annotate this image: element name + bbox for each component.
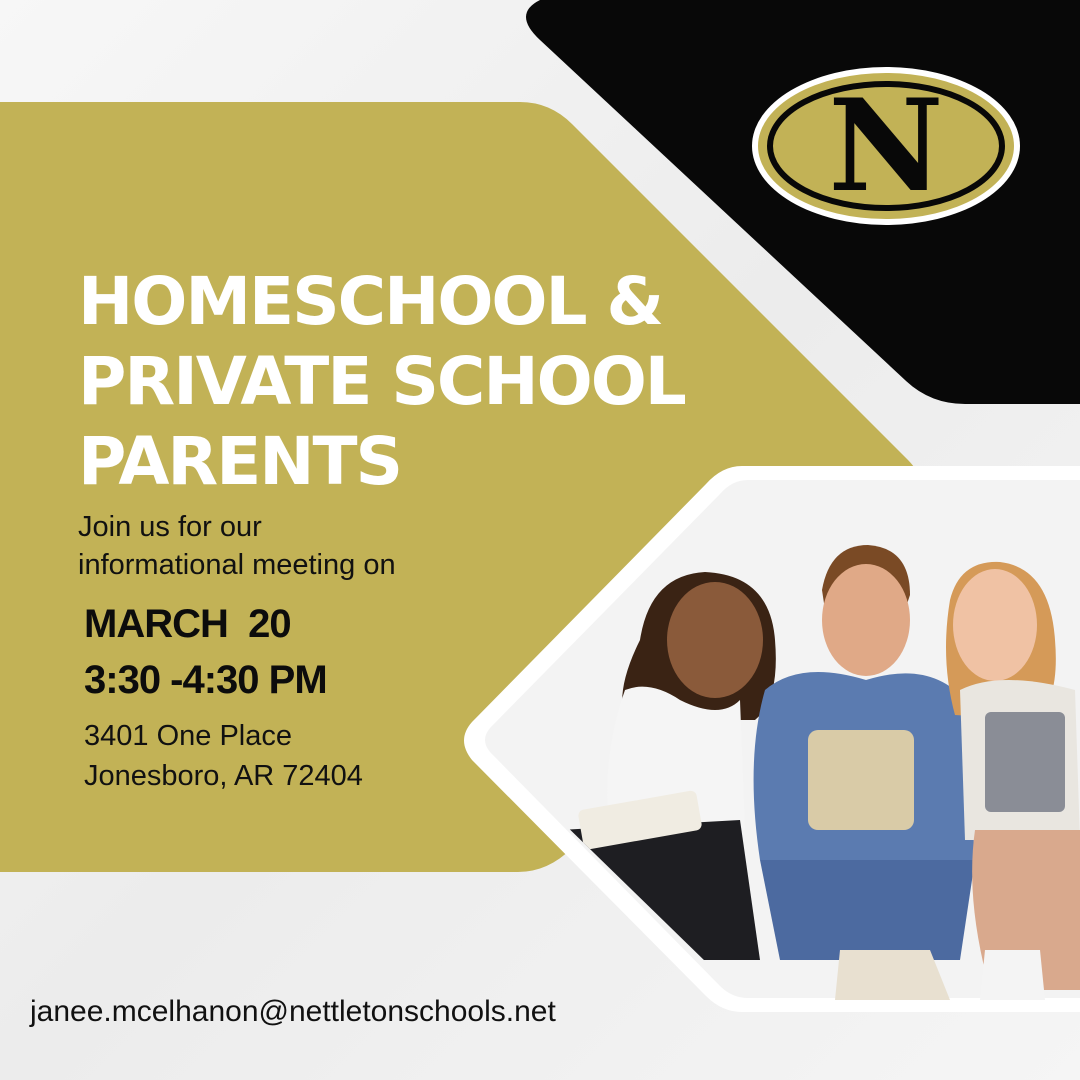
event-date: MARCH 20 [84,602,291,646]
intro-line-2: informational meeting on [78,549,396,581]
intro-text [78,508,558,584]
headline [78,262,778,502]
event-datetime [84,596,327,708]
intro-line-1: Join us for our [78,511,262,543]
event-time: 3:30 -4:30 PM [84,658,327,702]
event-address [84,716,363,796]
address-line-2: Jonesboro, AR 72404 [84,760,363,792]
address-line-1: 3401 One Place [84,720,292,752]
headline-line-1: HOMESCHOOL & [78,263,663,340]
headline-line-2: PRIVATE SCHOOL [78,343,685,420]
headline-line-3: PARENTS [78,423,402,500]
contact-email-link[interactable]: janee.mcelhanon@nettletonschools.net [30,995,556,1028]
logo-letter: N [828,72,944,220]
